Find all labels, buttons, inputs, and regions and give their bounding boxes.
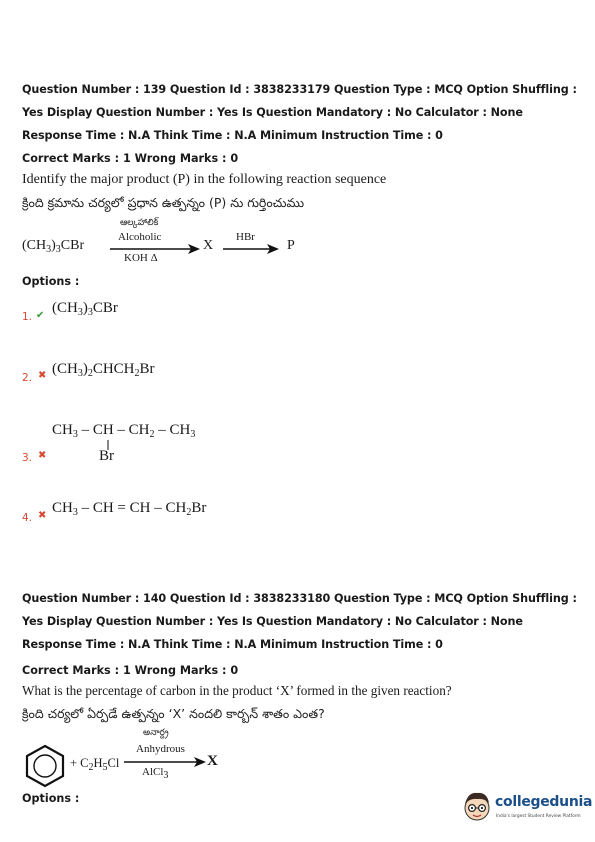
q140-options-label: Options :: [22, 792, 80, 805]
brand-name: collegedunia: [495, 794, 593, 810]
q139-option-1-text[interactable]: $(CH_3)_3CBr$: [52, 300, 118, 318]
q139-above-1: Alcoholic: [118, 231, 162, 243]
q139-marks: Correct Marks : 1 Wrong Marks : 0: [22, 152, 239, 165]
q139-below-1: KOH Δ: [124, 252, 158, 264]
q139-reactant: $(CH_3)_3CBr$: [22, 238, 85, 255]
cross-icon: ✖: [38, 510, 47, 521]
q140-reagent: + $C_2H_5Cl$: [70, 756, 120, 773]
q139-above-2: HBr: [236, 231, 255, 243]
q140-above-te: అనార్ద్ర: [143, 728, 169, 738]
q139-option-3-text[interactable]: $CH_3$ – CH – $CH_2 - CH_3$: [52, 422, 196, 440]
q139-option-4-text[interactable]: $CH_3$ – CH = CH – $CH_2Br$: [52, 500, 207, 518]
cross-icon: ✖: [38, 370, 47, 381]
q140-above: Anhydrous: [136, 743, 185, 755]
benzene-ring-icon: [24, 744, 66, 788]
q139-meta: Question Number : 139 Question Id : 3838233179 Question Type : MCQ Option Shuffling : Yes Display Question Number : Yes Is Question Mandatory : No Calculator : None Response Time : N.A Think Time : N.A Minimum Instruction Time : 0: [22, 83, 577, 142]
brand-logo: [462, 788, 593, 826]
q140-question-en: What is the percentage of carbon in the product ‘X’ formed in the given reaction?: [22, 683, 452, 698]
check-icon: ✔: [36, 310, 45, 321]
q140-question-te: క్రింది చర్యలో ఏర్పడే ఉత్పన్నం ‘X’ నందలి కార్బన్ శాతం ఎంత?: [22, 706, 325, 721]
q139-options-label: Options :: [22, 275, 80, 288]
q139-option-3-number: 3.: [22, 452, 33, 464]
mascot-icon: [462, 790, 492, 822]
q139-product: P: [287, 238, 295, 253]
q139-arrow-2: [223, 244, 279, 254]
q140-marks: Correct Marks : 1 Wrong Marks : 0: [22, 664, 239, 677]
q139-intermediate: X: [203, 238, 214, 253]
q139-option-4-number: 4.: [22, 512, 33, 524]
q140-meta: Question Number : 140 Question Id : 3838233180 Question Type : MCQ Option Shuffling : Yes Display Question Number : Yes Is Question Mandatory : No Calculator : None Response Time : N.A Think Time : N.A Minimum Instruction Time : 0: [22, 592, 577, 651]
cross-icon: ✖: [38, 450, 47, 461]
q139-question-en: Identify the major product (P) in the following reaction sequence: [22, 172, 387, 187]
q140-product: X: [207, 753, 218, 769]
q139-above-te: ఆల్కహాలిక్: [120, 218, 159, 228]
q139-question-te: క్రింది క్రమాను చర్యలో ప్రధాన ఉత్పన్నం (P) ను గుర్తించుము: [22, 195, 305, 210]
q139-option-3-branch: Br: [99, 448, 114, 464]
q140-below: AlCl$_3$: [142, 766, 169, 781]
q139-option-1-number: 1.: [22, 311, 33, 323]
q139-option-2-text[interactable]: $(CH_3)_2CHCH_2Br$: [52, 361, 155, 379]
brand-tagline: India's largest Student Review Platform: [496, 814, 581, 819]
q139-option-2-number: 2.: [22, 372, 33, 384]
